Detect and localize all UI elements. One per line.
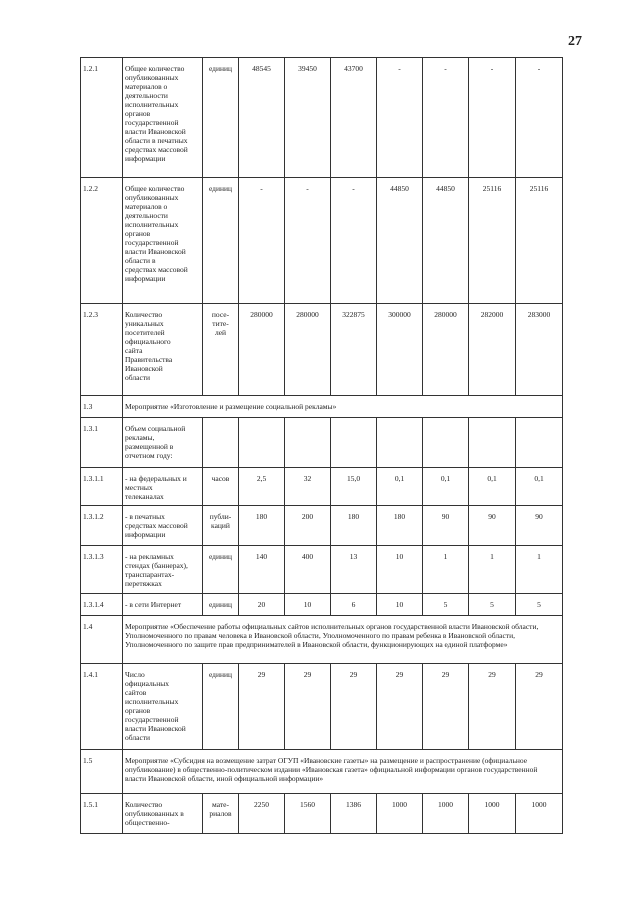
section-heading: Мероприятие «Субсидия на возмещение затрат ОГУП «Ивановские газеты» на размещение и распространение (официальное опубликование) в общественно-политическом издании «Ивановская газета» официальной информации органов государственной власти Ивановской области, иной официальной информации» — [123, 750, 563, 794]
indicator-name-line: власти Ивановской — [125, 247, 186, 256]
table-row — [81, 750, 563, 794]
indicator-name-line: Ивановской — [125, 364, 163, 373]
value-cell: - — [331, 178, 377, 304]
value-cell: 1560 — [285, 794, 331, 834]
value-cell: 32 — [285, 468, 331, 506]
unit-cell — [203, 506, 239, 546]
value-cell: 0,1 — [423, 468, 469, 506]
indicator-name-line: области — [125, 373, 151, 382]
value-cell: 6 — [331, 594, 377, 616]
row-code: 1.2.1 — [81, 58, 123, 178]
indicator-name-line: Количество — [125, 800, 163, 809]
unit-cell — [203, 304, 239, 396]
indicator-name-line: органов — [125, 706, 151, 715]
value-cell: 280000 — [239, 304, 285, 396]
indicator-name-line: Количество — [125, 310, 163, 319]
unit-cell — [203, 546, 239, 594]
table-row — [81, 506, 563, 546]
row-code: 1.3 — [81, 396, 123, 418]
value-cell: 29 — [423, 664, 469, 750]
indicator-name-line: отчетном году: — [125, 451, 173, 460]
unit-line: единиц — [208, 552, 233, 561]
indicator-name-line: местных — [125, 483, 153, 492]
unit-line: единиц — [208, 64, 233, 73]
unit-line: риалов — [209, 809, 232, 818]
value-cell: 90 — [516, 506, 563, 546]
indicator-name — [123, 546, 203, 594]
indicator-name-line: Правительства — [125, 355, 173, 364]
indicator-name-line: опубликованных — [125, 73, 179, 82]
value-cell: 0,1 — [377, 468, 423, 506]
indicator-name-line: - в сети Интернет — [125, 600, 182, 609]
table-row — [81, 664, 563, 750]
row-code: 1.3.1.4 — [81, 594, 123, 616]
indicator-name-line: деятельности — [125, 211, 168, 220]
value-cell: 280000 — [285, 304, 331, 396]
value-cell: 44850 — [377, 178, 423, 304]
value-cell: 25116 — [516, 178, 563, 304]
indicator-name-line: Общее количество — [125, 184, 185, 193]
unit-cell — [203, 794, 239, 834]
indicator-name-line: государственной — [125, 238, 179, 247]
unit-line: каций — [211, 521, 230, 530]
value-cell: 1 — [469, 546, 516, 594]
indicator-name — [123, 594, 203, 616]
indicator-name-line: информации — [125, 274, 166, 283]
table-row — [81, 178, 563, 304]
value-cell: 5 — [469, 594, 516, 616]
indicator-name-line: власти Ивановской — [125, 724, 186, 733]
unit-cell — [203, 178, 239, 304]
value-cell: 29 — [516, 664, 563, 750]
value-cell: 90 — [423, 506, 469, 546]
value-cell: 180 — [331, 506, 377, 546]
table-row — [81, 594, 563, 616]
unit-line: единиц — [208, 600, 233, 609]
indicator-name-line: информации — [125, 154, 166, 163]
value-cell: 5 — [423, 594, 469, 616]
indicator-name — [123, 178, 203, 304]
value-cell: 29 — [239, 664, 285, 750]
value-cell: - — [239, 178, 285, 304]
value-cell: 1000 — [516, 794, 563, 834]
value-cell: 283000 — [516, 304, 563, 396]
unit-line: мате- — [212, 800, 229, 809]
value-cell: 200 — [285, 506, 331, 546]
indicator-name-line: власти Ивановской — [125, 127, 186, 136]
value-cell: 1000 — [469, 794, 516, 834]
indicator-name — [123, 418, 203, 468]
value-cell: 2,5 — [239, 468, 285, 506]
value-cell: 0,1 — [516, 468, 563, 506]
row-code: 1.3.1 — [81, 418, 123, 468]
unit-line: посе- — [211, 310, 230, 319]
indicator-name-line: рекламы, — [125, 433, 155, 442]
value-cell: 140 — [239, 546, 285, 594]
indicator-name-line: официального — [125, 337, 171, 346]
indicators-table — [80, 57, 563, 834]
value-cell: 1000 — [423, 794, 469, 834]
row-code: 1.3.1.2 — [81, 506, 123, 546]
value-cell: - — [469, 58, 516, 178]
indicator-name-line: средствах массовой — [125, 521, 188, 530]
unit-cell — [203, 58, 239, 178]
indicator-name — [123, 664, 203, 750]
value-cell: 0,1 — [469, 468, 516, 506]
indicator-name-line: информации — [125, 530, 166, 539]
indicator-name-line: государственной — [125, 118, 179, 127]
table-row — [81, 396, 563, 418]
table-row — [81, 546, 563, 594]
indicator-name — [123, 468, 203, 506]
indicator-name-line: опубликованных в — [125, 809, 184, 818]
indicator-name-line: средствах массовой — [125, 145, 188, 154]
value-cell: - — [516, 58, 563, 178]
value-cell: 39450 — [285, 58, 331, 178]
indicator-name-line: - на федеральных и — [125, 474, 187, 483]
indicator-name — [123, 506, 203, 546]
value-cell — [285, 418, 331, 468]
indicator-name-line: Общее количество — [125, 64, 185, 73]
value-cell: 90 — [469, 506, 516, 546]
table-row — [81, 616, 563, 664]
value-cell: 322875 — [331, 304, 377, 396]
value-cell: 282000 — [469, 304, 516, 396]
value-cell — [331, 418, 377, 468]
value-cell: 43700 — [331, 58, 377, 178]
value-cell: 280000 — [423, 304, 469, 396]
indicator-name-line: области в печатных — [125, 136, 188, 145]
value-cell — [377, 418, 423, 468]
unit-cell — [203, 664, 239, 750]
unit-line: единиц — [208, 184, 233, 193]
row-code: 1.2.3 — [81, 304, 123, 396]
indicator-name-line: перетяжках — [125, 579, 162, 588]
indicator-name-line: размещенной в — [125, 442, 174, 451]
table-row — [81, 468, 563, 506]
indicator-name — [123, 304, 203, 396]
value-cell — [423, 418, 469, 468]
indicator-name-line: Число — [125, 670, 145, 679]
row-code: 1.3.1.3 — [81, 546, 123, 594]
value-cell: 10 — [285, 594, 331, 616]
value-cell: 2250 — [239, 794, 285, 834]
value-cell: 180 — [377, 506, 423, 546]
value-cell: 20 — [239, 594, 285, 616]
indicator-name-line: органов — [125, 229, 151, 238]
row-code: 1.2.2 — [81, 178, 123, 304]
indicator-name-line: исполнительных — [125, 220, 179, 229]
value-cell — [516, 418, 563, 468]
indicator-name-line: исполнительных — [125, 100, 179, 109]
table-row — [81, 58, 563, 178]
indicator-name-line: области в — [125, 256, 156, 265]
value-cell: 10 — [377, 546, 423, 594]
section-heading: Мероприятие «Обеспечение работы официальных сайтов исполнительных органов государственной власти Ивановской области, Уполномоченного по правам человека в Ивановской области, Уполномоченного по правам ребенка в Ивановской области, Уполномоченного по защите прав предпринимателей в Ивановской области, функционирующих на единой платформе» — [123, 616, 563, 664]
unit-cell — [203, 594, 239, 616]
row-code: 1.3.1.1 — [81, 468, 123, 506]
value-cell: 1000 — [377, 794, 423, 834]
section-heading: Мероприятие «Изготовление и размещение социальной рекламы» — [123, 396, 563, 418]
value-cell: 29 — [285, 664, 331, 750]
row-code: 1.4 — [81, 616, 123, 664]
indicator-name — [123, 58, 203, 178]
indicator-name-line: области — [125, 733, 151, 742]
row-code: 1.5 — [81, 750, 123, 794]
table-row — [81, 794, 563, 834]
value-cell: 1386 — [331, 794, 377, 834]
indicator-name-line: телеканалах — [125, 492, 164, 501]
indicator-name-line: уникальных — [125, 319, 164, 328]
indicator-name-line: средствах массовой — [125, 265, 188, 274]
indicator-name-line: официальных — [125, 679, 170, 688]
unit-cell — [203, 418, 239, 468]
unit-line: тите- — [212, 319, 229, 328]
table-row — [81, 304, 563, 396]
indicator-name-line: исполнительных — [125, 697, 179, 706]
unit-line: часов — [211, 474, 230, 483]
value-cell: 29 — [377, 664, 423, 750]
indicator-name-line: - на рекламных — [125, 552, 174, 561]
value-cell: 400 — [285, 546, 331, 594]
value-cell: 25116 — [469, 178, 516, 304]
value-cell: 15,0 — [331, 468, 377, 506]
row-code: 1.5.1 — [81, 794, 123, 834]
value-cell: 44850 — [423, 178, 469, 304]
value-cell: - — [377, 58, 423, 178]
unit-line: единиц — [208, 670, 233, 679]
indicator-name-line: Объем социальной — [125, 424, 186, 433]
unit-line: публи- — [209, 512, 232, 521]
indicator-name-line: государственной — [125, 715, 179, 724]
row-code: 1.4.1 — [81, 664, 123, 750]
value-cell: 29 — [331, 664, 377, 750]
indicator-name-line: сайтов — [125, 688, 147, 697]
value-cell: 13 — [331, 546, 377, 594]
value-cell: 1 — [516, 546, 563, 594]
indicator-name-line: материалов о — [125, 202, 168, 211]
indicator-name-line: посетителей — [125, 328, 165, 337]
indicator-name-line: деятельности — [125, 91, 168, 100]
indicator-name-line: транспарантах- — [125, 570, 175, 579]
value-cell: - — [285, 178, 331, 304]
indicator-name — [123, 794, 203, 834]
indicator-name-line: опубликованных — [125, 193, 179, 202]
value-cell: 10 — [377, 594, 423, 616]
table-row — [81, 418, 563, 468]
value-cell: 48545 — [239, 58, 285, 178]
indicator-name-line: - в печатных — [125, 512, 165, 521]
indicator-name-line: органов — [125, 109, 151, 118]
indicator-name-line: общественно- — [125, 818, 170, 827]
indicator-name-line: материалов о — [125, 82, 168, 91]
indicator-name-line: стендах (баннерах), — [125, 561, 188, 570]
value-cell: 180 — [239, 506, 285, 546]
value-cell: 29 — [469, 664, 516, 750]
unit-line: лей — [214, 328, 227, 337]
value-cell: - — [423, 58, 469, 178]
value-cell — [239, 418, 285, 468]
page-number: 27 — [568, 34, 582, 49]
value-cell: 300000 — [377, 304, 423, 396]
indicator-name-line: сайта — [125, 346, 143, 355]
unit-cell — [203, 468, 239, 506]
value-cell: 5 — [516, 594, 563, 616]
value-cell: 1 — [423, 546, 469, 594]
value-cell — [469, 418, 516, 468]
